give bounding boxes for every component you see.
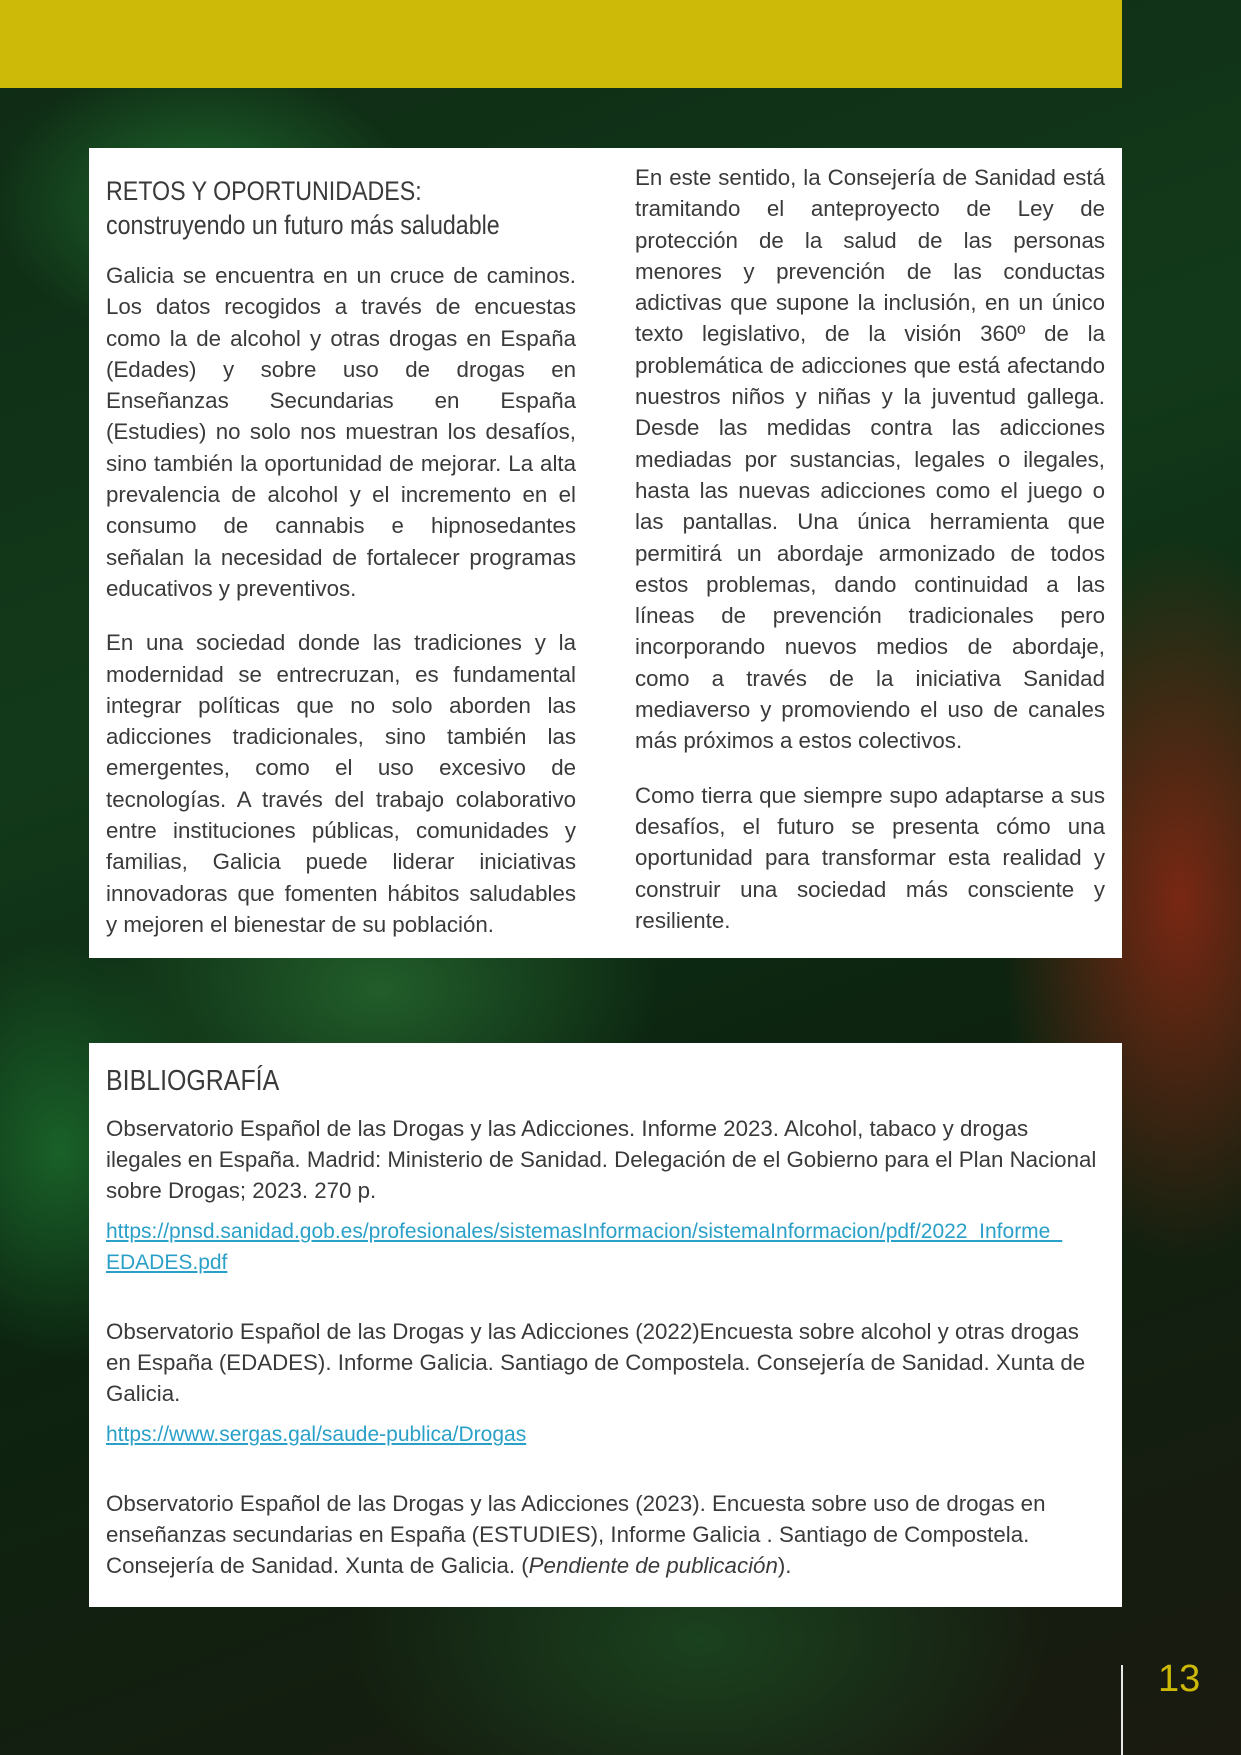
left-paragraph-2: En una sociedad donde las tradiciones y la modernidad se entrecruzan, es fundamental integrar políticas que no solo aborden las adicciones tradicionales, sino también las emergentes, como el uso excesivo de tecnologías. A través del trabajo colaborativo entre instituciones públicas, comunidades y familias, Galicia puede liderar iniciativas innovadoras que fomenten hábitos saludables y mejoren el bienestar de su población. bbox=[106, 630, 576, 937]
section-title-line2: construyendo un futuro más saludable bbox=[106, 210, 500, 240]
header-color-bar bbox=[0, 0, 1122, 88]
bibliography-panel bbox=[89, 1043, 1122, 1607]
reference-1: Observatorio Español de las Drogas y las Adicciones. Informe 2023. Alcohol, tabaco y drogas ilegales en España. Madrid: Ministerio de Sanidad. Delegación de el Gobierno para el Plan Nacional sobre Drogas; 2023. 270 p. bbox=[106, 1116, 1097, 1203]
article-panel bbox=[89, 148, 1122, 958]
reference-2-link[interactable]: https://www.sergas.gal/saude-publica/Drogas bbox=[106, 1423, 527, 1446]
page-number-divider bbox=[1121, 1665, 1123, 1755]
reference-1-link[interactable]: https://pnsd.sanidad.gob.es/profesionales/sistemasInformacion/sistemaInformacion/pdf/2022_Informe_EDADES.pdf bbox=[106, 1220, 1063, 1274]
page-number: 13 bbox=[1158, 1658, 1201, 1700]
left-column bbox=[106, 162, 576, 958]
reference-2: Observatorio Español de las Drogas y las Adicciones (2022)Encuesta sobre alcohol y otras drogas en España (EDADES). Informe Galicia. Santiago de Compostela. Consejería de Sanidad. Xunta de Galicia. bbox=[106, 1319, 1086, 1406]
reference-3-text: Observatorio Español de las Drogas y las Adicciones (2023). Encuesta sobre uso de drogas en enseñanzas secundarias en España (ESTUDIES), Informe Galicia . Santiago de Compostela. Consejería de Sanidad. Xunta de Galicia. ( bbox=[106, 1491, 1046, 1578]
reference-3-end: ). bbox=[777, 1553, 792, 1578]
bibliography-title: BIBLIOGRAFÍA bbox=[106, 1065, 280, 1097]
right-column bbox=[635, 162, 1105, 958]
right-paragraph-2: Como tierra que siempre supo adaptarse a sus desafíos, el futuro se presenta cómo una oportunidad para transformar esta realidad y construir una sociedad más consciente y resiliente. bbox=[635, 782, 1105, 933]
section-title bbox=[106, 174, 510, 242]
section-title-line1: RETOS Y OPORTUNIDADES: bbox=[106, 176, 422, 206]
reference-3 bbox=[106, 1488, 1105, 1581]
reference-3-italic: Pendiente de publicación bbox=[528, 1553, 778, 1578]
left-paragraph-1: Galicia se encuentra en un cruce de caminos. Los datos recogidos a través de encuestas como la de alcohol y otras drogas en España (Edades) y sobre uso de drogas en Enseñanzas Secundarias en España (Estudies) no solo nos muestran los desafíos, sino también la oportunidad de mejorar. La alta prevalencia de alcohol y el incremento en el consumo de cannabis e hipnosedantes señalan la necesidad de fortalecer programas educativos y preventivos. bbox=[106, 263, 576, 601]
right-paragraph-1: En este sentido, la Consejería de Sanidad está tramitando el anteproyecto de Ley de protección de la salud de las personas menores y prevención de las conductas adictivas que supone la inclusión, en un único texto legislativo, de la visión 360º de la problemática de adicciones que está afectando nuestros niños y niñas y la juventud gallega. Desde las medidas contra las adicciones mediadas por sustancias, legales o ilegales, hasta las nuevas adicciones como el juego o las pantallas. Una única herramienta que permitirá un abordaje armonizado de todos estos problemas, dando continuidad a las líneas de prevención tradicionales pero incorporando nuevos medios de abordaje, como a través de la iniciativa Sanidad mediaverso y promoviendo el uso de canales más próximos a estos colectivos. bbox=[635, 165, 1105, 754]
